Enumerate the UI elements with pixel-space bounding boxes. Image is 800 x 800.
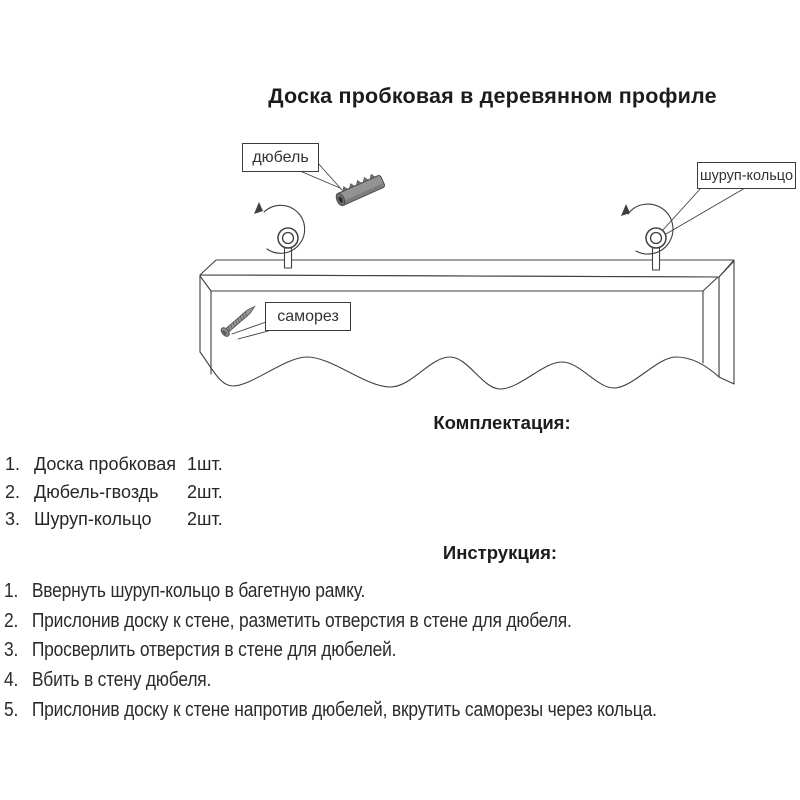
board-right-side	[719, 261, 734, 384]
instructions-list	[4, 577, 754, 725]
kit-list	[5, 451, 223, 533]
instruction-step	[4, 577, 657, 607]
kit-item-name: Дюбель-гвоздь	[34, 481, 159, 502]
instruction-step-text: Просверлить отверстия в стене для дюбелей.	[31, 639, 397, 662]
screw-callout-label	[265, 302, 351, 331]
instruction-step	[4, 695, 657, 725]
dowel-callout-label	[242, 143, 319, 172]
kit-item-qty: 1шт.	[187, 454, 223, 475]
kit-item	[5, 478, 223, 505]
kit-item-qty: 2шт.	[187, 508, 223, 529]
instructions-heading: Инструкция:	[442, 542, 558, 563]
kit-item-name: Доска пробковая	[34, 454, 176, 475]
instruction-step-number: 3.	[4, 639, 19, 662]
left-ring-screw-icon	[254, 202, 305, 268]
instruction-step-text: Ввернуть шуруп-кольцо в багетную рамку.	[31, 580, 366, 603]
screw-ring-callout-label	[697, 162, 796, 189]
kit-heading: Комплектация:	[433, 412, 571, 433]
instruction-step-text: Вбить в стену дюбеля.	[31, 669, 212, 692]
instruction-step-text: Прислонив доску к стене, разметить отверстия в стене для дюбеля.	[31, 609, 572, 632]
instruction-step-number: 2.	[4, 609, 19, 632]
page-title: Доска пробковая в деревянном профиле	[268, 84, 717, 108]
instruction-step-number: 1.	[4, 580, 19, 603]
kit-item-name: Шуруп-кольцо	[34, 508, 152, 529]
instruction-step-text: Прислонив доску к стене напротив дюбелей, вкрутить саморезы через кольца.	[31, 698, 657, 721]
kit-item-number: 2.	[5, 481, 21, 502]
instruction-step-number: 5.	[4, 698, 19, 721]
kit-item-number: 1.	[5, 454, 21, 475]
instruction-step	[4, 636, 657, 666]
kit-item-qty: 2шт.	[187, 481, 223, 502]
instruction-step	[4, 666, 657, 696]
kit-item	[5, 506, 223, 533]
screw-ring-label-text: шуруп-кольцо	[699, 167, 794, 184]
dowel-label-text: дюбель	[252, 148, 309, 166]
instruction-step-number: 4.	[4, 669, 19, 692]
kit-item	[5, 451, 223, 478]
board-front-face	[200, 275, 719, 389]
instruction-step	[4, 607, 657, 637]
screw-label-text: саморез	[277, 307, 339, 325]
kit-item-number: 3.	[5, 508, 21, 529]
